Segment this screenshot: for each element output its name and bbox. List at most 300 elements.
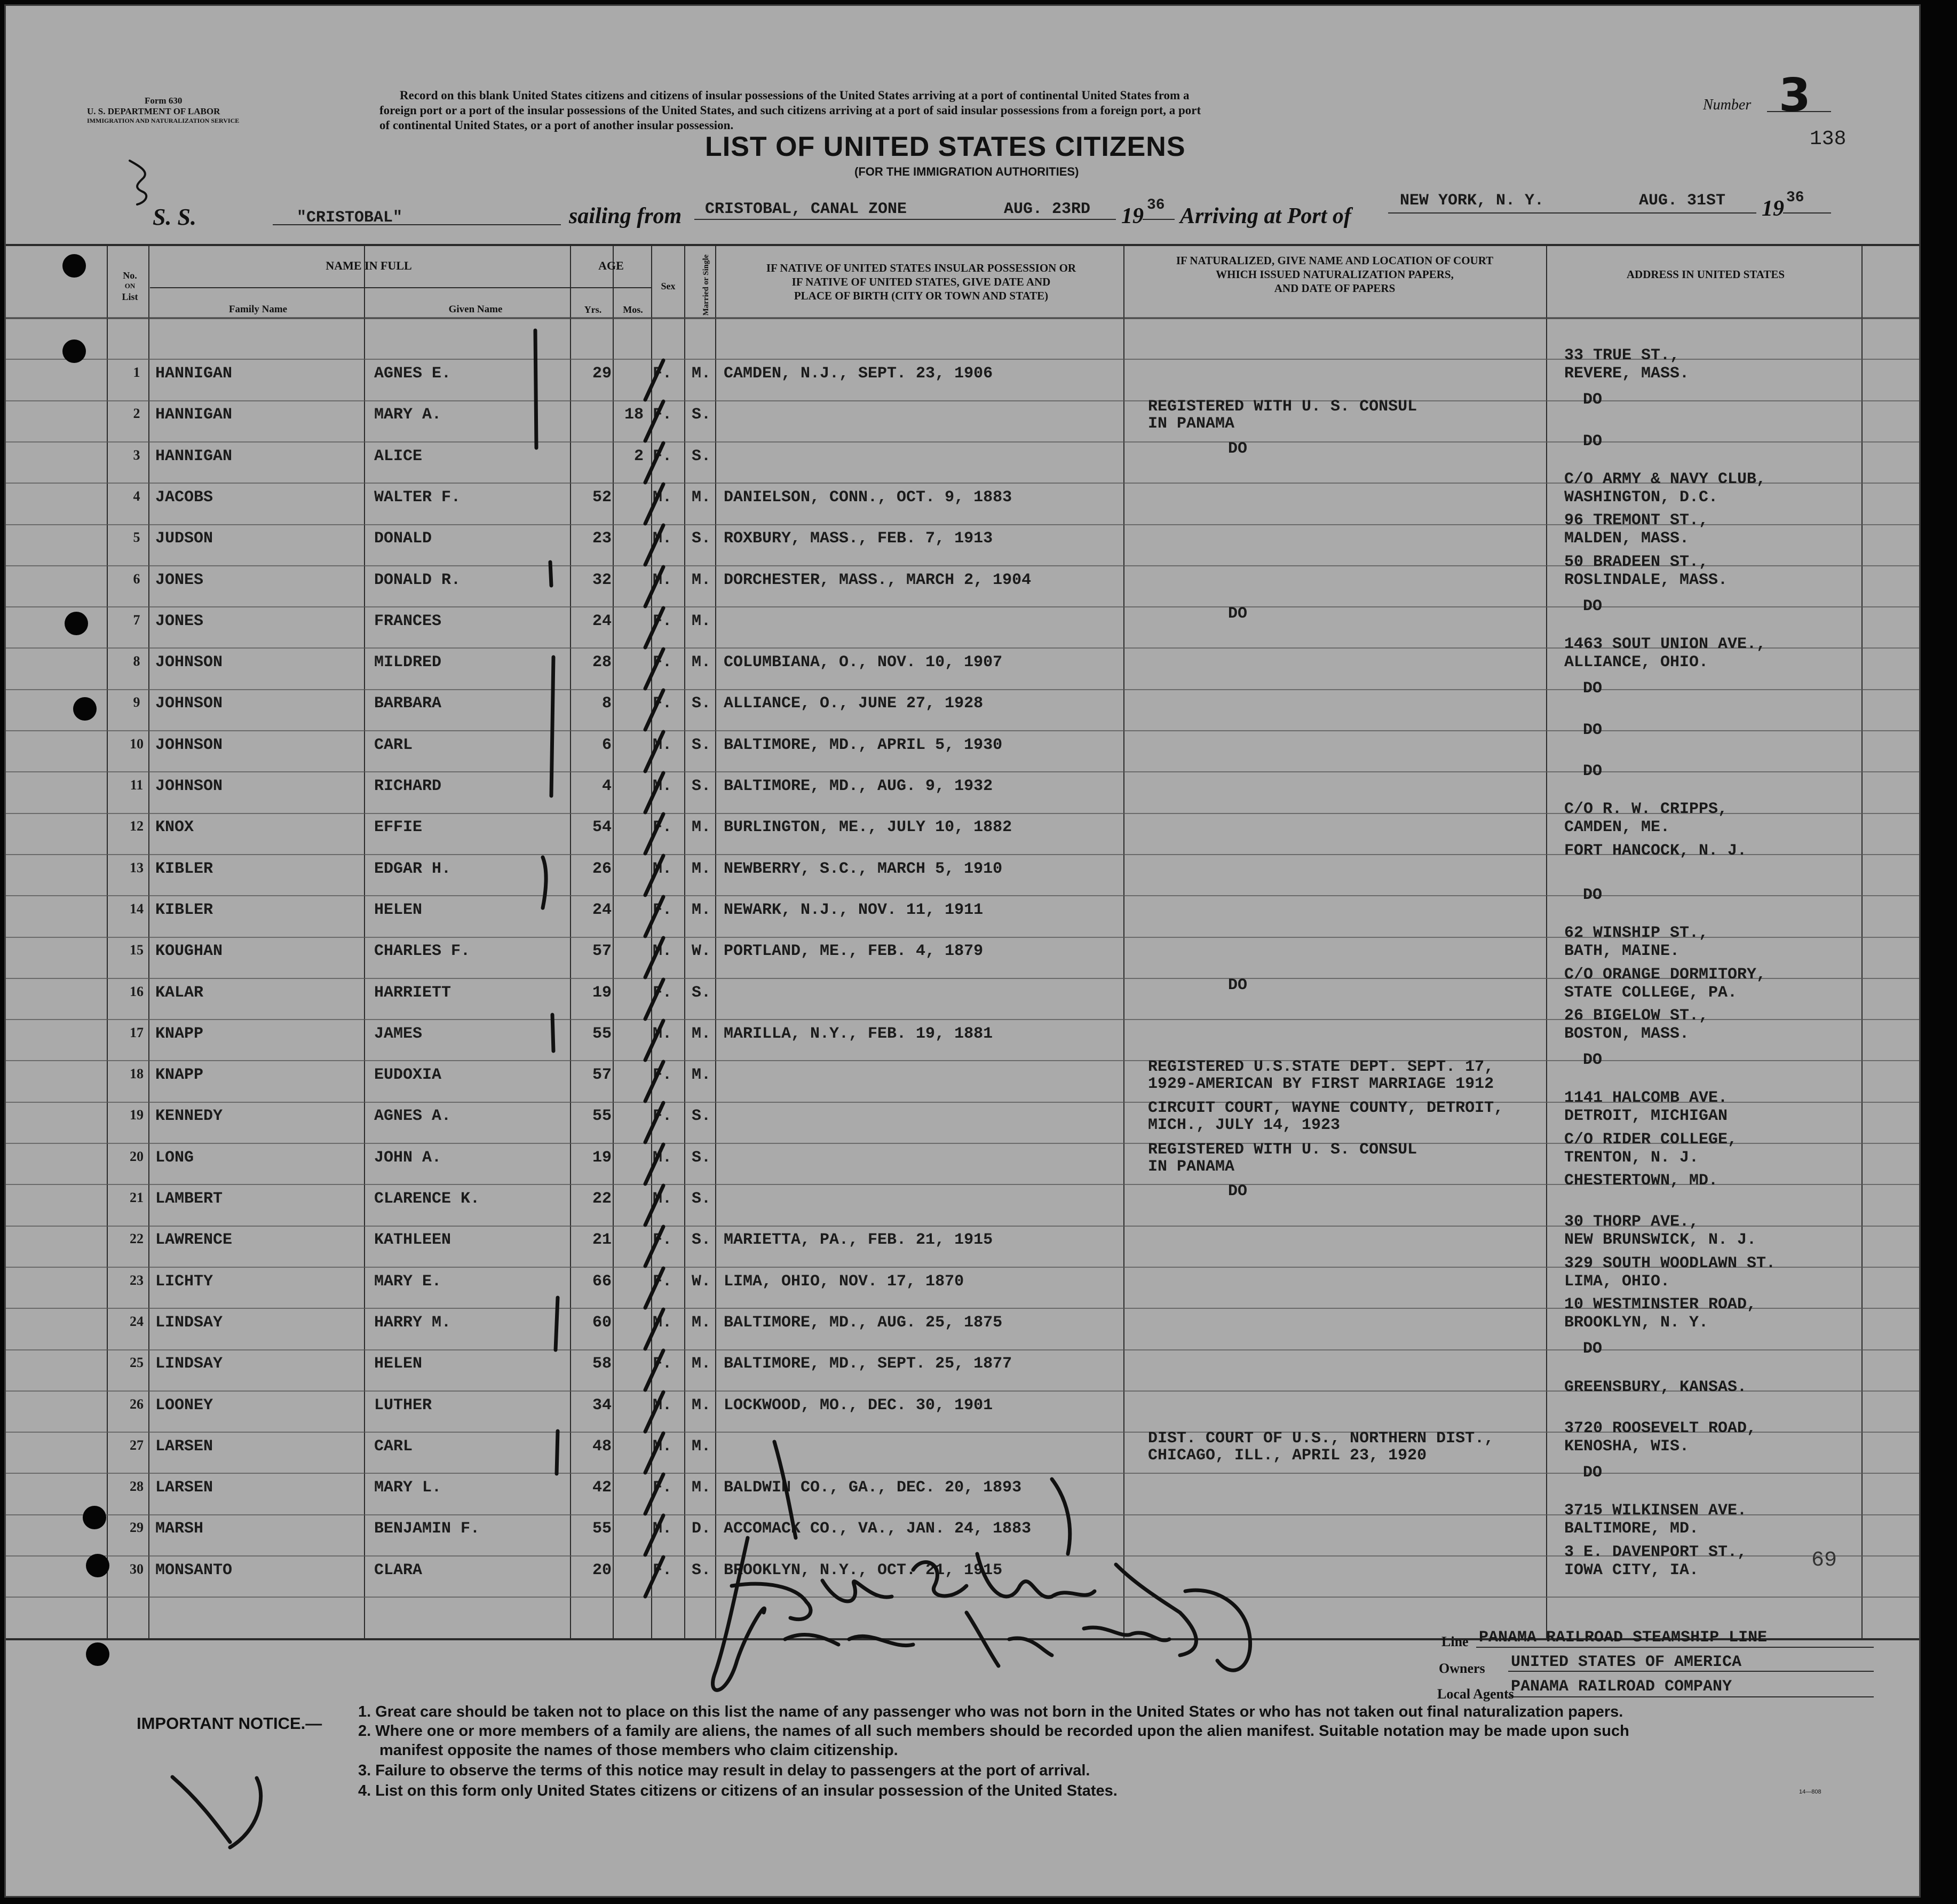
family-name: JOHNSON: [155, 777, 223, 795]
tick-mark-icon: [645, 1433, 663, 1473]
birth-place-date: NEWARK, N.J., NOV. 11, 1911: [724, 901, 984, 919]
age-years: 22: [592, 1190, 612, 1208]
age-years: 19: [592, 1149, 612, 1167]
us-address: DO: [1583, 680, 1603, 698]
given-name: AGNES E.: [374, 365, 451, 383]
bracket-mark-icon: [535, 330, 536, 448]
margin-mark-icon: [172, 1777, 261, 1847]
age-years: 54: [592, 818, 612, 836]
tick-mark-icon: [645, 360, 663, 400]
tick-mark-icon: [645, 1515, 663, 1555]
tick-mark-icon: [645, 1557, 663, 1597]
us-address: DO: [1583, 597, 1603, 615]
age-years: 55: [592, 1025, 612, 1043]
us-address: 3715 WILKINSEN AVE. BALTIMORE, MD.: [1564, 1502, 1747, 1538]
row-number: 21: [130, 1190, 144, 1205]
departure-year: 36: [1147, 197, 1165, 214]
tick-mark-icon: [645, 1103, 663, 1142]
header-nat-line: WHICH ISSUED NATURALIZATION PAPERS,: [1216, 268, 1454, 281]
us-address: FORT HANCOCK, N. J.: [1564, 842, 1747, 860]
birth-place-date: MARIETTA, PA., FEB. 21, 1915: [724, 1231, 993, 1249]
given-name: HELEN: [374, 1355, 423, 1373]
age-years: 8: [601, 694, 612, 713]
sailing-from-label: sailing from: [569, 204, 682, 228]
tick-mark-icon: [645, 1186, 663, 1225]
row-number: 2: [133, 406, 140, 421]
age-years: 20: [592, 1561, 612, 1579]
given-name: CLARENCE K.: [374, 1190, 480, 1208]
birth-place-date: ALLIANCE, O., JUNE 27, 1928: [724, 694, 984, 713]
age-years: 55: [592, 1107, 612, 1125]
owners-value: UNITED STATES OF AMERICA: [1511, 1653, 1742, 1671]
age-years: 58: [592, 1355, 612, 1373]
tick-mark-icon: [645, 1392, 663, 1432]
inspector-signature-icon: [713, 1442, 1250, 1690]
given-name: HARRY M.: [374, 1314, 451, 1332]
naturalization-info: DO: [1228, 440, 1248, 458]
birth-place-date: ROXBURY, MASS., FEB. 7, 1913: [724, 530, 993, 548]
sex: M.: [653, 942, 672, 960]
sex: M.: [653, 1025, 672, 1043]
row-number: 25: [130, 1355, 144, 1370]
us-address: DO: [1583, 762, 1603, 780]
row-number: 23: [130, 1273, 144, 1288]
marital-status: M.: [692, 1355, 711, 1373]
sex: M.: [653, 530, 672, 548]
marital-status: W.: [692, 1273, 711, 1291]
marital-status: M.: [692, 1479, 711, 1497]
marital-status: S.: [692, 406, 711, 424]
owners-label: Owners: [1439, 1661, 1485, 1676]
tick-mark-icon: [645, 1268, 663, 1308]
row-number: 14: [130, 901, 144, 917]
us-address: 26 BIGELOW ST., BOSTON, MASS.: [1564, 1007, 1709, 1043]
us-address: 1141 HALCOMB AVE. DETROIT, MICHIGAN: [1564, 1089, 1728, 1125]
notice-item: 2. Where one or more members of a family are aliens, the names of all such members should be recorded upon the alien manifest. Suitable notation may be made upon such: [358, 1723, 1629, 1740]
age-years: 48: [592, 1437, 612, 1456]
notice-item: 4. List on this form only United States citizens or citizens of an insular possession of the United States.: [358, 1782, 1118, 1799]
us-address: DO: [1583, 1340, 1603, 1358]
tick-mark-icon: [645, 690, 663, 730]
sex: F.: [653, 1066, 672, 1084]
form-code: 14—808: [1799, 1789, 1821, 1795]
sex: F.: [653, 612, 672, 630]
family-name: JACOBS: [155, 488, 213, 507]
tick-mark-icon: [645, 1062, 663, 1101]
sex: M.: [653, 571, 672, 589]
birth-place-date: DORCHESTER, MASS., MARCH 2, 1904: [724, 571, 1032, 589]
given-name: EDGAR H.: [374, 860, 451, 878]
naturalization-info: REGISTERED WITH U. S. CONSUL IN PANAMA: [1148, 1141, 1417, 1176]
us-address: 3 E. DAVENPORT ST., IOWA CITY, IA.: [1564, 1543, 1747, 1579]
family-name: LARSEN: [155, 1479, 213, 1497]
sex: F.: [653, 984, 672, 1002]
tick-mark-icon: [645, 979, 663, 1019]
given-name: MILDRED: [374, 653, 442, 671]
naturalization-info: CIRCUIT COURT, WAYNE COUNTY, DETROIT, MICH., JULY 14, 1923: [1148, 1099, 1504, 1134]
given-name: JAMES: [374, 1025, 423, 1043]
sex: M.: [653, 1396, 672, 1415]
notice-item: 1. Great care should be taken not to place on this list the name of any passenger who was not born in the United States or who has not taken out final naturalization papers.: [358, 1703, 1623, 1720]
us-address: DO: [1583, 432, 1603, 451]
marital-status: S.: [692, 530, 711, 548]
us-address: 30 THORP AVE., NEW BRUNSWICK, N. J.: [1564, 1213, 1757, 1249]
header-given-name: Given Name: [448, 304, 503, 315]
header-no-line: ON: [124, 282, 136, 290]
us-address: 1463 SOUT UNION AVE., ALLIANCE, OHIO.: [1564, 635, 1766, 671]
manifest-sheet: [4, 4, 1921, 1898]
us-address: DO: [1583, 1051, 1603, 1069]
header-age: AGE: [598, 259, 624, 272]
birth-place-date: BURLINGTON, ME., JULY 10, 1882: [724, 818, 1012, 836]
tick-mark-icon: [645, 1021, 663, 1060]
ship-name: "CRISTOBAL": [297, 209, 403, 227]
marital-status: D.: [692, 1520, 711, 1538]
tick-mark-icon: [645, 525, 663, 565]
row-number: 19: [130, 1107, 144, 1123]
document-title: LIST OF UNITED STATES CITIZENS: [705, 131, 1186, 162]
row-number: 1: [133, 365, 140, 380]
header-nat-line: AND DATE OF PAPERS: [1274, 282, 1396, 295]
bracket-mark-icon: [543, 857, 546, 908]
row-number: 13: [130, 860, 144, 875]
us-address: 33 TRUE ST., REVERE, MASS.: [1564, 346, 1690, 383]
naturalization-info: DO: [1228, 1182, 1248, 1200]
age-years: 21: [592, 1231, 612, 1249]
list-number: 3: [1779, 69, 1811, 122]
document-subtitle: (FOR THE IMMIGRATION AUTHORITIES): [854, 165, 1079, 178]
sex: F.: [653, 694, 672, 713]
sex: M.: [653, 860, 672, 878]
birth-place-date: BALTIMORE, MD., AUG. 25, 1875: [724, 1314, 1003, 1332]
marital-status: M.: [692, 901, 711, 919]
notice-item: manifest opposite the names of those members who claim citizenship.: [379, 1742, 898, 1759]
arrival-year: 36: [1786, 189, 1804, 206]
row-number: 17: [130, 1025, 144, 1040]
header-birth-line: IF NATIVE OF UNITED STATES INSULAR POSSESSION OR: [766, 262, 1076, 274]
header-birth-line: IF NATIVE OF UNITED STATES, GIVE DATE AND: [791, 275, 1051, 288]
header-name-in-full: NAME IN FULL: [326, 259, 412, 272]
page-number: 138: [1810, 128, 1847, 151]
tick-mark-icon: [645, 401, 663, 441]
tick-mark-icon: [645, 567, 663, 606]
number-label: Number: [1703, 97, 1752, 113]
given-name: EFFIE: [374, 818, 423, 836]
row-number: 22: [130, 1231, 144, 1246]
given-name: MARY A.: [374, 406, 442, 424]
given-name: CHARLES F.: [374, 942, 471, 960]
family-name: LOONEY: [155, 1396, 213, 1415]
row-number: 15: [130, 942, 144, 958]
given-name: LUTHER: [374, 1396, 432, 1415]
ss-label: S. S.: [153, 204, 196, 230]
row-number: 3: [133, 447, 140, 463]
marital-status: S.: [692, 1149, 711, 1167]
birth-place-date: BROOKLYN, N.Y., OCT. 21, 1915: [724, 1561, 1003, 1579]
service-label: IMMIGRATION AND NATURALIZATION SERVICE: [87, 117, 240, 124]
given-name: CARL: [374, 736, 413, 754]
bracket-mark-icon: [556, 1298, 558, 1350]
departure-date: AUG. 23RD: [1004, 200, 1091, 218]
age-years: 32: [592, 571, 612, 589]
marital-status: M.: [692, 488, 711, 507]
given-name: HARRIETT: [374, 984, 451, 1002]
marital-status: M.: [692, 571, 711, 589]
local-agents-label: Local Agents: [1437, 1686, 1514, 1702]
family-name: KENNEDY: [155, 1107, 223, 1125]
arrival-port: NEW YORK, N. Y.: [1400, 192, 1544, 210]
header-years: Yrs.: [584, 304, 602, 315]
header-address: ADDRESS IN UNITED STATES: [1626, 268, 1785, 281]
family-name: LINDSAY: [155, 1355, 223, 1373]
sex: F.: [653, 1479, 672, 1497]
family-name: KALAR: [155, 984, 204, 1002]
row-number: 18: [130, 1066, 144, 1081]
given-name: CARL: [374, 1437, 413, 1456]
header-months: Mos.: [623, 304, 643, 315]
given-name: RICHARD: [374, 777, 442, 795]
family-name: LINDSAY: [155, 1314, 223, 1332]
arrival-date: AUG. 31ST: [1639, 192, 1726, 210]
given-name: MARY E.: [374, 1273, 442, 1291]
row-number: 20: [130, 1149, 144, 1164]
us-address: DO: [1583, 886, 1603, 904]
given-name: BENJAMIN F.: [374, 1520, 480, 1538]
family-name: HANNIGAN: [155, 406, 233, 424]
us-address: 50 BRADEEN ST., ROSLINDALE, MASS.: [1564, 553, 1728, 589]
row-number: 16: [130, 984, 144, 999]
sex: M.: [653, 736, 672, 754]
sex: F.: [653, 1107, 672, 1125]
family-name: LAWRENCE: [155, 1231, 233, 1249]
age-years: 4: [601, 777, 612, 795]
tick-mark-icon: [645, 814, 663, 854]
sex: F.: [653, 365, 672, 383]
given-name: JOHN A.: [374, 1149, 442, 1167]
birth-place-date: CAMDEN, N.J., SEPT. 23, 1906: [724, 365, 993, 383]
sex: F.: [653, 653, 672, 671]
us-address: CHESTERTOWN, MD.: [1564, 1172, 1718, 1190]
age-months: 2: [633, 447, 644, 465]
steamship-line: PANAMA RAILROAD STEAMSHIP LINE: [1479, 1629, 1768, 1647]
marital-status: M.: [692, 1025, 711, 1043]
sex: M.: [653, 488, 672, 507]
naturalization-info: REGISTERED U.S.STATE DEPT. SEPT. 17, 1929-AMERICAN BY FIRST MARRIAGE 1912: [1148, 1058, 1494, 1093]
given-name: MARY L.: [374, 1479, 442, 1497]
intro-line: Record on this blank United States citizens and citizens of insular possessions of the United States arriving at a port of continental United States from a: [400, 89, 1190, 102]
marital-status: W.: [692, 942, 711, 960]
year-prefix: 19: [1762, 196, 1784, 221]
bracket-mark-icon: [557, 1431, 558, 1474]
given-name: FRANCES: [374, 612, 442, 630]
row-number: 9: [133, 694, 140, 710]
family-name: MONSANTO: [155, 1561, 233, 1579]
naturalization-info: DO: [1228, 605, 1248, 623]
marital-status: S.: [692, 694, 711, 713]
marital-status: M.: [692, 1066, 711, 1084]
birth-place-date: BALDWIN CO., GA., DEC. 20, 1893: [724, 1479, 1022, 1497]
sex: M.: [653, 1190, 672, 1208]
family-name: KNAPP: [155, 1025, 204, 1043]
us-address: DO: [1583, 1464, 1603, 1482]
us-address: 3720 ROOSEVELT ROAD, KENOSHA, WIS.: [1564, 1419, 1757, 1456]
family-name: JONES: [155, 612, 204, 630]
tick-mark-icon: [645, 484, 663, 524]
sex: F.: [653, 818, 672, 836]
marital-status: M.: [692, 1437, 711, 1456]
sex: F.: [653, 1561, 672, 1579]
sex: M.: [653, 1314, 672, 1332]
tick-mark-icon: [645, 1144, 663, 1184]
age-years: 34: [592, 1396, 612, 1415]
naturalization-info: REGISTERED WITH U. S. CONSUL IN PANAMA: [1148, 398, 1417, 433]
marital-status: M.: [692, 653, 711, 671]
tick-mark-icon: [645, 732, 663, 771]
row-number: 24: [130, 1314, 144, 1329]
tick-mark-icon: [645, 608, 663, 647]
family-name: JOHNSON: [155, 653, 223, 671]
age-years: 60: [592, 1314, 612, 1332]
age-years: 28: [592, 653, 612, 671]
check-mark-icon: [130, 161, 146, 204]
age-years: 24: [592, 612, 612, 630]
age-years: 57: [592, 1066, 612, 1084]
birth-place-date: NEWBERRY, S.C., MARCH 5, 1910: [724, 860, 1003, 878]
birth-place-date: LIMA, OHIO, NOV. 17, 1870: [724, 1273, 964, 1291]
given-name: DONALD: [374, 530, 432, 548]
age-years: 19: [592, 984, 612, 1002]
tick-mark-icon: [645, 856, 663, 895]
family-name: KIBLER: [155, 860, 213, 878]
us-address: DO: [1583, 391, 1603, 409]
family-name: KNOX: [155, 818, 194, 836]
sex: F.: [653, 1355, 672, 1373]
given-name: BARBARA: [374, 694, 442, 713]
form-number: Form 630: [145, 96, 183, 106]
birth-place-date: BALTIMORE, MD., APRIL 5, 1930: [724, 736, 1003, 754]
birth-place-date: MARILLA, N.Y., FEB. 19, 1881: [724, 1025, 993, 1043]
us-address: C/O R. W. CRIPPS, CAMDEN, ME.: [1564, 800, 1728, 836]
header-birth-line: PLACE OF BIRTH (CITY OR TOWN AND STATE): [794, 289, 1049, 302]
marital-status: M.: [692, 1314, 711, 1332]
sex: F.: [653, 406, 672, 424]
marital-status: S.: [692, 1190, 711, 1208]
birth-place-date: BALTIMORE, MD., SEPT. 25, 1877: [724, 1355, 1012, 1373]
tick-mark-icon: [645, 1309, 663, 1349]
birth-place-date: LOCKWOOD, MO., DEC. 30, 1901: [724, 1396, 993, 1415]
row-number: 30: [130, 1561, 144, 1577]
departure-port: CRISTOBAL, CANAL ZONE: [705, 200, 907, 218]
given-name: EUDOXIA: [374, 1066, 442, 1084]
tick-mark-icon: [645, 773, 663, 812]
marital-status: S.: [692, 1231, 711, 1249]
bracket-mark-icon: [552, 1015, 553, 1051]
birth-place-date: DANIELSON, CONN., OCT. 9, 1883: [724, 488, 1012, 507]
row-number: 26: [130, 1396, 144, 1412]
tick-marks: [645, 360, 663, 1597]
tick-mark-icon: [645, 443, 663, 483]
department-label: U. S. DEPARTMENT OF LABOR: [87, 106, 220, 116]
age-years: 42: [592, 1479, 612, 1497]
header-family-name: Family Name: [228, 304, 288, 315]
sex: M.: [653, 1520, 672, 1538]
family-name: JONES: [155, 571, 204, 589]
marital-status: M.: [692, 612, 711, 630]
age-years: 66: [592, 1273, 612, 1291]
marital-status: S.: [692, 1561, 711, 1579]
us-address: 96 TREMONT ST., MALDEN, MASS.: [1564, 511, 1709, 548]
age-months: 18: [624, 406, 644, 424]
sex: F.: [653, 447, 672, 465]
intro-line: foreign port or a port of the insular possessions of the United States, and such citizens arriving at a port of said insular possessions from a foreign port, a port: [379, 104, 1201, 117]
given-name: ALICE: [374, 447, 423, 465]
family-name: KOUGHAN: [155, 942, 223, 960]
us-address: GREENSBURY, KANSAS.: [1564, 1378, 1747, 1396]
age-years: 24: [592, 901, 612, 919]
row-number: 4: [133, 488, 140, 504]
marital-status: S.: [692, 777, 711, 795]
tick-mark-icon: [645, 1350, 663, 1390]
notice-title: IMPORTANT NOTICE.—: [137, 1714, 322, 1733]
sex: M.: [653, 1437, 672, 1456]
family-name: LICHTY: [155, 1273, 213, 1291]
marital-status: S.: [692, 984, 711, 1002]
family-name: KIBLER: [155, 901, 213, 919]
age-years: 6: [601, 736, 612, 754]
marital-status: S.: [692, 447, 711, 465]
naturalization-info: DO: [1228, 976, 1248, 994]
marital-status: M.: [692, 818, 711, 836]
marital-status: S.: [692, 1107, 711, 1125]
given-name: KATHLEEN: [374, 1231, 451, 1249]
tick-mark-icon: [645, 897, 663, 936]
us-address: 329 SOUTH WOODLAWN ST. LIMA, OHIO.: [1564, 1254, 1776, 1291]
row-number: 8: [133, 653, 140, 669]
sex: F.: [653, 901, 672, 919]
row-number: 12: [130, 818, 144, 834]
bracket-mark-icon: [550, 562, 551, 586]
row-number: 28: [130, 1479, 144, 1494]
given-name: HELEN: [374, 901, 423, 919]
us-address: DO: [1583, 721, 1603, 739]
bracket-mark-icon: [551, 657, 553, 796]
tick-mark-icon: [645, 938, 663, 977]
family-name: MARSH: [155, 1520, 204, 1538]
sex: M.: [653, 777, 672, 795]
marital-status: M.: [692, 1396, 711, 1415]
tick-mark-icon: [645, 1227, 663, 1266]
row-number: 10: [130, 736, 144, 752]
header-sex: Sex: [661, 281, 676, 291]
age-years: 26: [592, 860, 612, 878]
family-name: LAMBERT: [155, 1190, 223, 1208]
birth-place-date: COLUMBIANA, O., NOV. 10, 1907: [724, 653, 1003, 671]
naturalization-info: DIST. COURT OF U.S., NORTHERN DIST., CHICAGO, ILL., APRIL 23, 1920: [1148, 1429, 1494, 1465]
us-address: C/O ARMY & NAVY CLUB, WASHINGTON, D.C.: [1564, 470, 1766, 507]
notice-item: 3. Failure to observe the terms of this notice may result in delay to passengers at the port of arrival.: [358, 1762, 1090, 1779]
tick-mark-icon: [645, 1474, 663, 1514]
line-label: Line: [1441, 1634, 1469, 1649]
us-address: 62 WINSHIP ST., BATH, MAINE.: [1564, 924, 1709, 960]
header-married-or-single: Married or Single: [702, 254, 710, 316]
family-name: LARSEN: [155, 1437, 213, 1456]
row-number: 11: [130, 777, 144, 793]
marital-status: M.: [692, 365, 711, 383]
row-number: 7: [133, 612, 140, 628]
handwriting-layer: [6, 6, 1919, 1896]
header-nat-line: IF NATURALIZED, GIVE NAME AND LOCATION OF COURT: [1176, 254, 1494, 267]
arriving-label: Arriving at Port of: [1180, 204, 1351, 228]
